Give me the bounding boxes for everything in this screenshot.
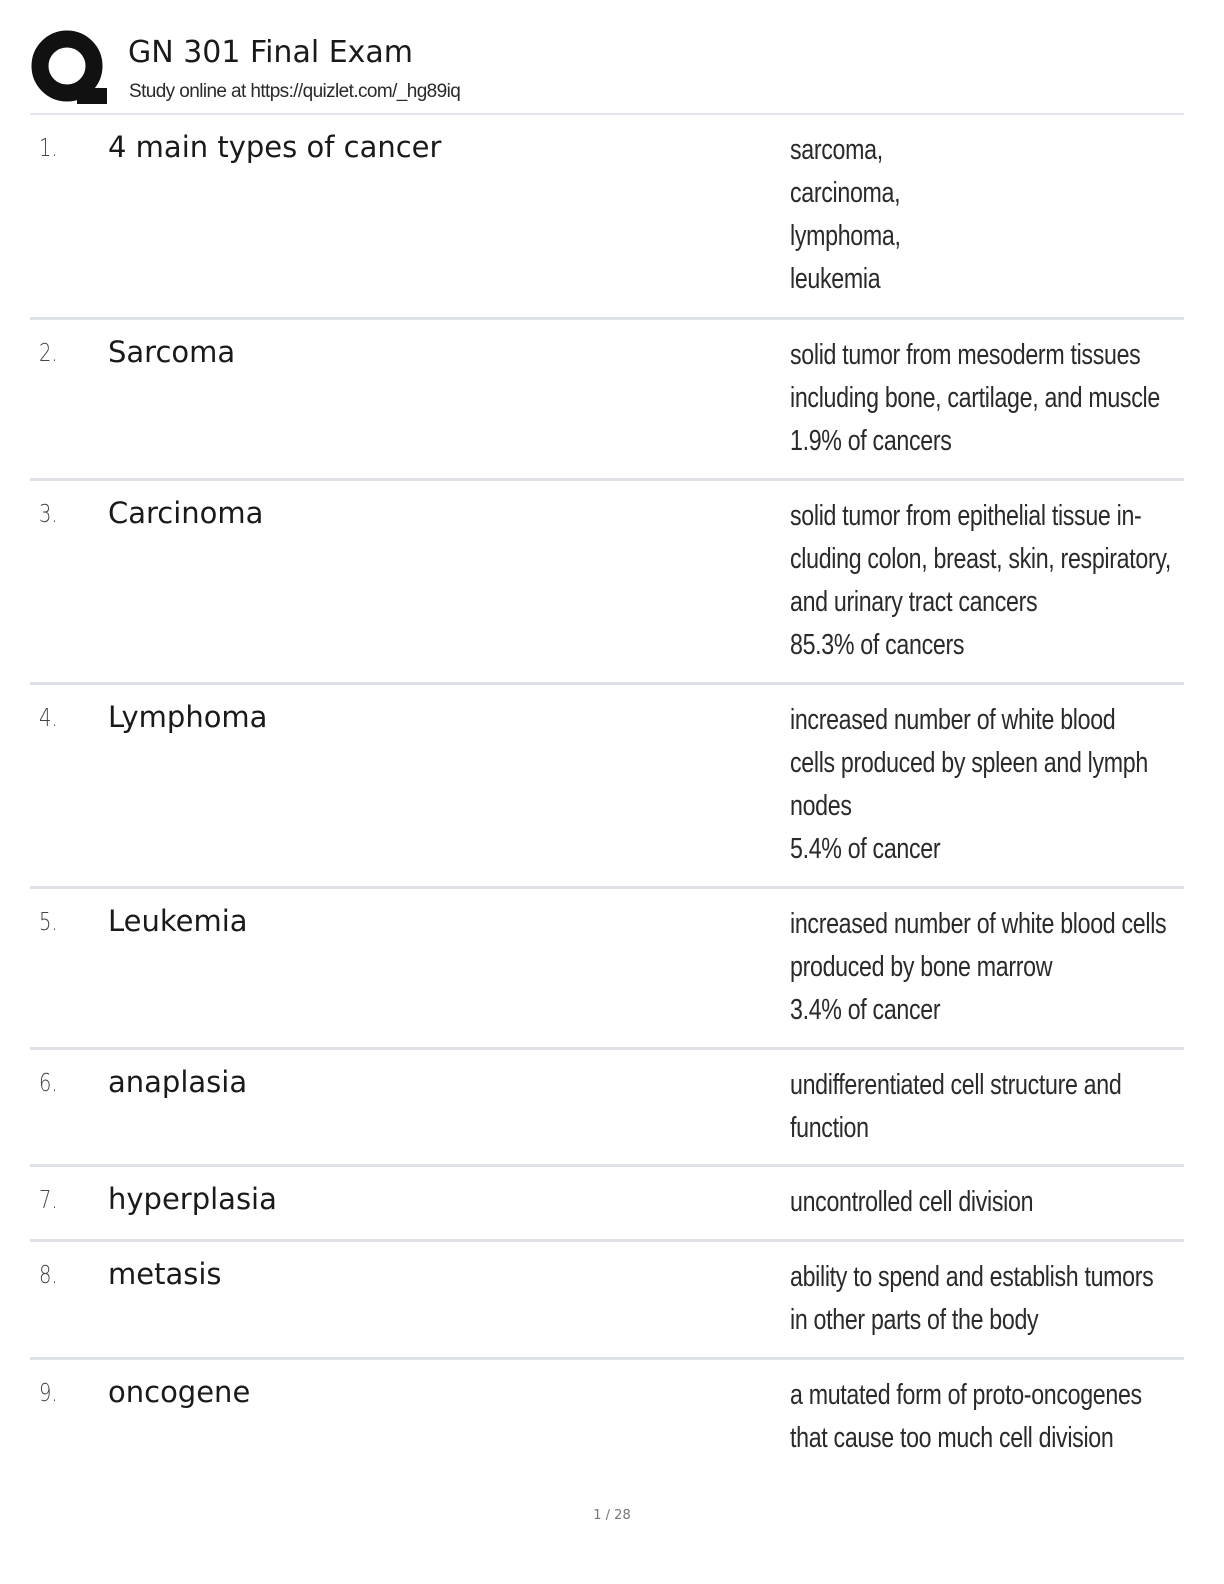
definition-line: 85.3% of cancers xyxy=(790,629,965,661)
card-term: oncogene xyxy=(108,1375,251,1409)
definition-line: and urinary tract cancers xyxy=(790,586,1038,618)
card-definition xyxy=(790,1064,1158,1150)
flashcard-row xyxy=(30,1242,1184,1360)
flashcard-row xyxy=(30,320,1184,481)
definition-line: produced by bone marrow xyxy=(790,951,1053,983)
definition-line: solid tumor from mesoderm tissues xyxy=(790,339,1141,371)
flashcard-row xyxy=(30,889,1184,1050)
card-number: 7. xyxy=(39,1185,58,1214)
definition-line: leukemia xyxy=(790,263,881,295)
card-term: Sarcoma xyxy=(108,335,236,369)
definition-line: function xyxy=(790,1112,869,1144)
definition-line: lymphoma, xyxy=(790,220,901,252)
flashcard-row xyxy=(30,685,1184,889)
flashcard-row xyxy=(30,1167,1184,1242)
definition-line: sarcoma, xyxy=(790,134,883,166)
definition-line: 3.4% of cancer xyxy=(790,994,941,1026)
definition-line: a mutated form of proto-oncogenes xyxy=(790,1379,1142,1411)
card-definition xyxy=(790,334,1158,463)
card-definition xyxy=(790,1374,1158,1460)
card-number: 4. xyxy=(39,703,58,732)
card-definition xyxy=(790,495,1172,667)
definition-line: in other parts of the body xyxy=(790,1304,1039,1336)
card-term: Leukemia xyxy=(108,904,248,938)
definition-line: 1.9% of cancers xyxy=(790,425,952,457)
flashcard-row xyxy=(30,481,1184,685)
card-number: 5. xyxy=(39,907,58,936)
flashcard-row xyxy=(30,1360,1184,1480)
card-number: 3. xyxy=(39,499,58,528)
card-definition xyxy=(790,129,1158,301)
definition-line: solid tumor from epithelial tissue in- xyxy=(790,500,1142,532)
definition-line: increased number of white blood xyxy=(790,704,1116,736)
definition-line: cluding colon, breast, skin, respiratory, xyxy=(790,543,1172,575)
card-term: hyperplasia xyxy=(108,1182,277,1216)
card-term: Carcinoma xyxy=(108,496,264,530)
card-term: 4 main types of cancer xyxy=(108,130,442,164)
card-definition xyxy=(790,1181,1158,1224)
page-number: 1 / 28 xyxy=(593,1508,631,1523)
definition-line: including bone, cartilage, and muscle xyxy=(790,382,1160,414)
definition-line: increased number of white blood cells xyxy=(790,908,1167,940)
definition-line: carcinoma, xyxy=(790,177,901,209)
card-term: anaplasia xyxy=(108,1065,248,1099)
card-definition xyxy=(790,903,1167,1032)
card-number: 1. xyxy=(39,133,58,162)
quizlet-logo-icon xyxy=(31,30,107,106)
card-definition xyxy=(790,699,1158,871)
definition-line: ability to spend and establish tumors xyxy=(790,1261,1154,1293)
card-term: Lymphoma xyxy=(108,700,268,734)
definition-line: 5.4% of cancer xyxy=(790,833,941,865)
study-link[interactable]: Study online at https://quizlet.com/_hg89iq xyxy=(129,81,461,102)
card-definition xyxy=(790,1256,1158,1342)
card-number: 2. xyxy=(39,338,58,367)
definition-line: nodes xyxy=(790,790,852,822)
card-number: 9. xyxy=(39,1378,58,1407)
page-header xyxy=(0,0,1224,115)
definition-line: uncontrolled cell division xyxy=(790,1186,1034,1218)
page-title: GN 301 Final Exam xyxy=(128,35,414,70)
definition-line: cells produced by spleen and lymph xyxy=(790,747,1148,779)
flashcard-row xyxy=(30,1050,1184,1167)
card-number: 6. xyxy=(39,1068,58,1097)
definition-line: undifferentiated cell structure and xyxy=(790,1069,1122,1101)
flashcard-list xyxy=(30,115,1184,1480)
flashcard-row xyxy=(30,115,1184,320)
card-term: metasis xyxy=(108,1257,222,1291)
card-number: 8. xyxy=(39,1260,58,1289)
definition-line: that cause too much cell division xyxy=(790,1422,1114,1454)
